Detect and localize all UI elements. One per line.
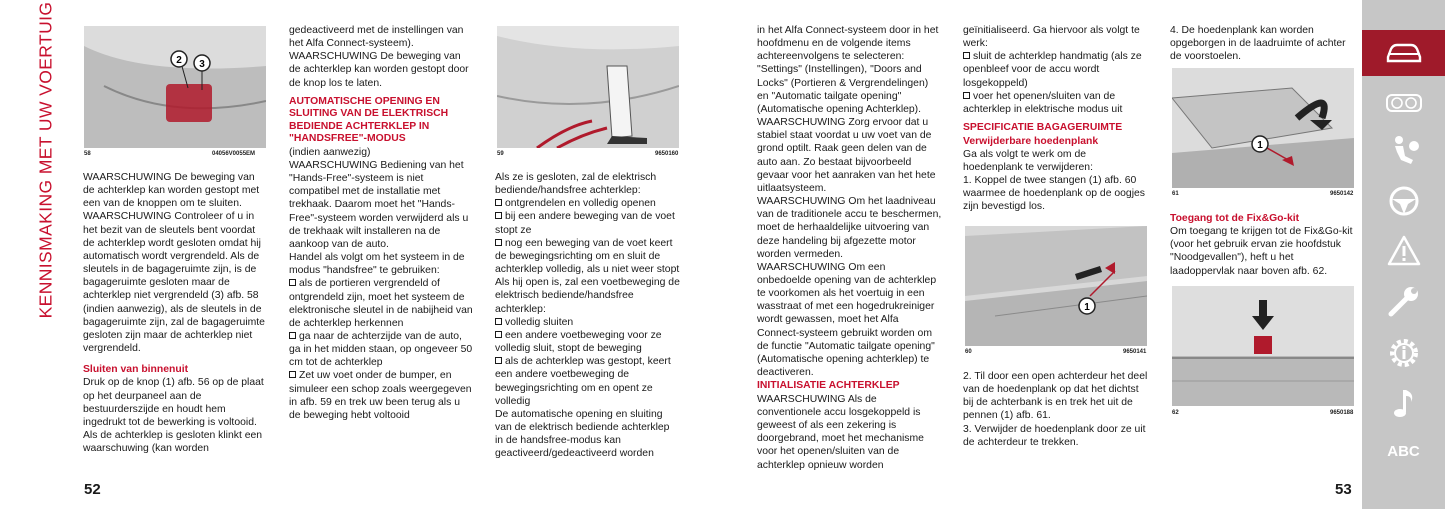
checkbox-bullet-icon [289,371,296,378]
checkbox-bullet-icon [495,199,502,206]
car-icon [1385,41,1423,65]
paragraph: WAARSCHUWING Bediening van het "Hands-Free"-systeem is niet compatibel met de installatie met trekhaak. Daarom moet het "Hands-Free"-systeem worden verwijderd als u de trekhaak wilt installeren na de aankoop van de auto. [289,159,469,250]
text-column-6 [1170,24,1355,63]
text-column-3 [495,171,680,460]
index-label: ABC [1387,442,1420,460]
paragraph: Handel als volgt om het systeem in de modus "handsfree" te gebruiken: [289,252,465,277]
figure-59-code: 9650160 [655,151,679,157]
wrench-icon [1387,284,1421,318]
subheading: Toegang tot de Fix&Go-kit [1170,213,1300,224]
sidebar-item-driving[interactable] [1362,178,1445,224]
subheading: Verwijderbare hoedenplank [963,135,1099,147]
callout-1: 1 [1257,140,1263,151]
callout-3: 3 [199,59,205,70]
paragraph: Ga als volgt te werk om de hoedenplank te verwijderen: [963,148,1093,173]
page-number-left: 52 [84,481,101,498]
warning-triangle-icon [1387,234,1421,268]
figure-62-illustration [1172,286,1354,406]
list-item: als de portieren vergrendeld of ontgrendeld zijn, moet het systeem de elektronische sleutel in de nabijheid van de achterklep herkennen [289,278,473,329]
page-number-right: 53 [1335,481,1352,498]
checkbox-bullet-icon [289,332,296,339]
checkbox-bullet-icon [495,357,502,364]
checkbox-bullet-icon [495,331,502,338]
paragraph: WAARSCHUWING Om het laadniveau van de traditionele accu te beschermen, moet de herhaaldelijke uitvoering van deze handeling bij afgezette motor worden vermeden. [757,196,942,260]
figure-60-number: 60 [965,349,972,355]
paragraph: De automatische opening en sluiting van de elektrisch bediende achterklep in de handsfree-modus kan geactiveerd/gedeactiveerd worden [495,408,670,460]
list-item: voer het openen/sluiten van de achterklep in elektrische modus uit [963,90,1123,115]
figure-59 [497,26,679,148]
sidebar-item-safety[interactable] [1362,128,1445,174]
figure-58-illustration [84,26,266,148]
gear-info-icon [1387,336,1421,370]
checkbox-bullet-icon [963,52,970,59]
steering-wheel-icon [1387,184,1421,218]
list-item: bij een andere beweging van de voet stopt ze [495,211,675,236]
paragraph: WAARSCHUWING Controleer of u in het bezit van de sleutels bent voordat de achterklep wordt gesloten omdat hij automatisch wordt vergrendeld. Als de sleutels in de bagageruimte zijn, is de bagageruimte gesloten maar de achterklep niet vergrendeld (3) afb. 58 (indien aanwezig), als de sleutels in de bagageruimte zijn, zal de bagageruimte gesloten zijn maar de achterklep niet vergrendeld. [83,211,265,355]
sidebar-item-warnings[interactable] [1362,228,1445,274]
section-heading: AUTOMATISCHE OPENING EN SLUITING VAN DE ELEKTRISCH BEDIENDE ACHTERKLEP IN "HANDSFREE"-MODUS [289,95,449,145]
figure-60-code: 9650141 [1123,349,1147,355]
paragraph: (indien aanwezig) [289,146,371,158]
text-column-5 [963,24,1148,214]
passenger-airbag-icon [1387,134,1421,168]
section-heading: INITIALISATIE ACHTERKLEP [757,380,900,392]
sidebar-item-multimedia[interactable] [1362,380,1445,426]
paragraph: WAARSCHUWING De beweging van de achterklep kan worden gestopt met een van de knoppen om te sluiten. [83,172,260,210]
list-item: nog een beweging van de voet keert de bewegingsrichting om en sluit de achterklep volledig, als u niet weer stopt [495,237,680,276]
list-item: ga naar de achterzijde van de auto, ga in het midden staan, op ongeveer 50 cm tot de achterklep [289,330,473,369]
figure-62-code: 9650188 [1330,410,1354,416]
figure-62 [1172,286,1354,406]
figure-60-illustration [965,226,1147,346]
sidebar-item-maintenance[interactable] [1362,330,1445,376]
section-title-vertical [35,1,57,319]
figure-58 [84,26,266,148]
figure-58-number: 58 [84,151,91,157]
figure-60 [965,226,1147,346]
figure-59-illustration [497,26,679,148]
figure-59-number: 59 [497,151,504,157]
figure-61-illustration [1172,68,1354,188]
text-column-2 [289,24,474,422]
sidebar-item-vehicle[interactable] [1362,30,1445,76]
figure-62-number: 62 [1172,410,1179,416]
callout-2: 2 [176,55,182,66]
paragraph: 2. Til door een open achterdeur het deel van de hoedenplank op dat het dichtst bij de achterbank is en trek het uit de pennen (1) afb. 61. [963,371,1148,422]
list-item: Zet uw voet onder de bumper, en simuleer een schop zoals weergegeven in afb. 59 en trek uw been terug als u de beweging hebt voltooid [289,370,472,421]
sidebar-item-emergency[interactable] [1362,278,1445,324]
figure-61-number: 61 [1172,191,1179,197]
paragraph: in het Alfa Connect-systeem door in het hoofdmenu en de volgende items achtereenvolgens te selecteren: "Settings" (Instellingen), "Doors and Locks" (Portieren & Vergrendelingen) en "Automatic tailgate opening" (Automatische opening Achterklep). [757,25,939,115]
paragraph: WAARSCHUWING De beweging van de achterklep kan worden gestopt door de knop los te laten. [289,51,469,89]
list-item: volledig sluiten [495,316,680,329]
paragraph: gedeactiveerd met de instellingen van het Alfa Connect-systeem). [289,25,464,50]
text-column-1 [83,171,268,455]
paragraph: Als hij open is, zal een voetbeweging de elektrisch bediende/handsfree achterklep: [495,277,680,315]
list-item: als de achterklep was gestopt, keert een andere voetbeweging de bewegingsrichting om en opent ze volledig [495,356,671,407]
checkbox-bullet-icon [495,212,502,219]
paragraph: Als de achterklep is gesloten klinkt een waarschuwing (kan worden [83,429,263,455]
checkbox-bullet-icon [963,92,970,99]
checkbox-bullet-icon [289,279,296,286]
figure-58-code: 04056V0055EM [212,151,256,157]
text-column-5-continued [963,370,1148,449]
callout-1: 1 [1084,302,1090,313]
paragraph: 1. Koppel de twee stangen (1) afb. 60 waarmee de hoedenplank op de oogjes zijn bevestigd los. [963,175,1145,213]
paragraph: WAARSCHUWING Om een onbedoelde opening van de achterklep te voorkomen als het voertuig in een wasstraat of met een hogedrukreiniger wordt gewassen, moet het Alfa Connect-systeem gebruikt worden om de functie "Automatic tailgate opening" (Automatische opening achterklep) te deactiveren. [757,261,937,379]
figure-61-code: 9650142 [1330,191,1354,197]
checkbox-bullet-icon [495,239,502,246]
dashboard-gauges-icon [1385,91,1423,115]
paragraph: Om toegang te krijgen tot de Fix&Go-kit (voor het gebruik ervan zie hoofdstuk "Noodgevallen"), heft u het laadoppervlak naar boven afb. 62. [1170,226,1353,277]
sidebar-item-index[interactable] [1362,428,1445,474]
music-note-icon [1387,386,1421,420]
section-heading: SPECIFICATIE BAGAGERUIMTE [963,122,1123,134]
list-item: een andere voetbeweging voor ze volledig sluit, stopt de beweging [495,329,662,355]
paragraph: geïnitialiseerd. Ga hiervoor als volgt te werk: [963,25,1140,50]
list-item: ontgrendelen en volledig openen [495,197,680,210]
chapter-sidebar [1362,0,1445,509]
list-item: sluit de achterklep handmatig (als ze openbleef voor de accu wordt losgekoppeld) [963,51,1142,89]
paragraph: Als ze is gesloten, zal de elektrisch bediende/handsfree achterklep: [495,172,657,197]
paragraph: 4. De hoedenplank kan worden opgeborgen in de laadruimte of achter de voorstoelen. [1170,25,1346,63]
paragraph: 3. Verwijder de hoedenplank door ze uit de achterdeur te trekken. [963,423,1146,448]
text-column-6-continued [1170,212,1355,278]
paragraph: WAARSCHUWING Als de conventionele accu losgekoppeld is geweest of als een zekering is doorgebrand, moet het mechanisme voor het openen/sluiten van de achterklep opnieuw worden [757,393,924,471]
sidebar-item-dashboard[interactable] [1362,80,1445,126]
paragraph: WAARSCHUWING Zorg ervoor dat u stabiel staat voordat u uw voet van de grond optilt. Raak geen delen van de auto aan. Zo bestaat bijvoorbeeld gevaar voor het aanraken van het hete uitlaatsysteem. [757,117,936,194]
section-title-text: KENNISMAKING MET UW VOERTUIG [35,1,56,319]
subheading: Sluiten van binnenuit [83,364,189,376]
text-column-4 [757,24,942,472]
paragraph: Druk op de knop (1) afb. 56 op de plaat op het deurpaneel aan de bestuurderszijde en houdt hem ingedrukt tot de bewerking is voltooid. [83,377,264,428]
figure-61 [1172,68,1354,188]
checkbox-bullet-icon [495,318,502,325]
